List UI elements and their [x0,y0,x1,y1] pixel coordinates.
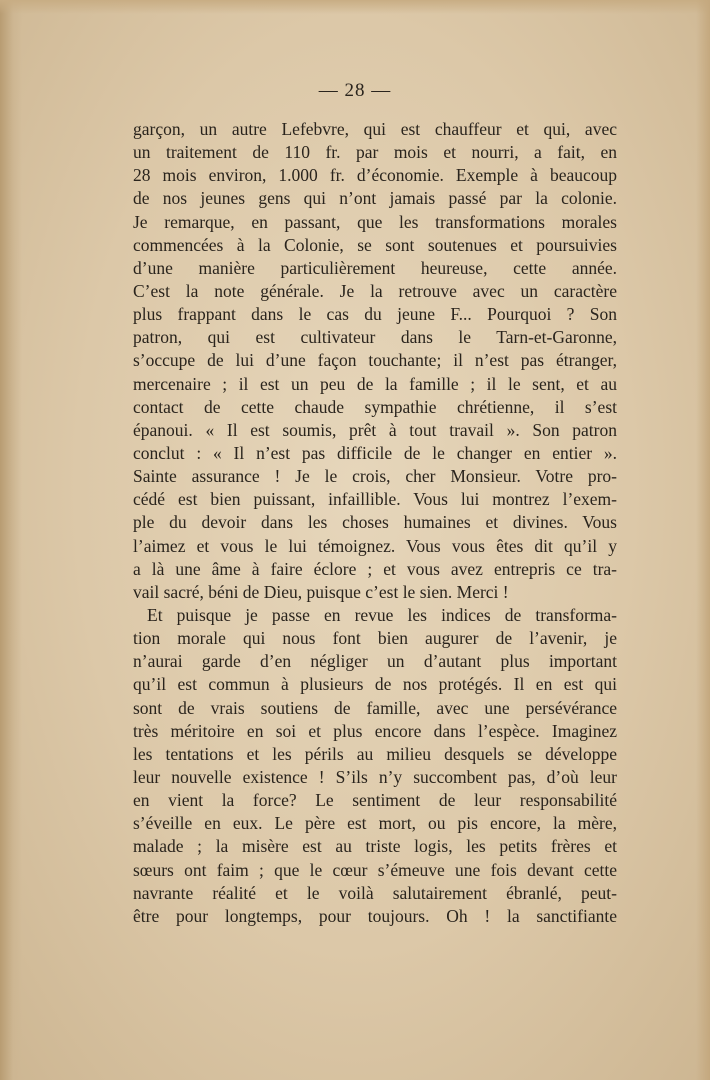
text-line: Et puisque je passe en revue les indices de transforma- [147,604,617,625]
text-line: leur nouvelle existence ! S’ils n’y succombent pas, d’où leur [133,766,617,787]
text-line: contact de cette chaude sympathie chrétienne, il s’est [133,396,617,417]
text-line: d’une manière particulièrement heureuse, cette année. [133,257,617,278]
text-line: a là une âme à faire éclore ; et vous avez entrepris ce tra- [133,558,617,579]
text-line: navrante réalité et le voilà salutairement ébranlé, peut- [133,882,617,903]
text-line: patron, qui est cultivateur dans le Tarn-et-Garonne, [133,327,617,348]
body-text [133,118,617,928]
text-line: mercenaire ; il est un peu de la famille ; il le sent, et au [133,373,617,394]
text-line: l’aimez et vous le lui témoignez. Vous vous êtes dit qu’il y [133,535,617,556]
text-line: épanoui. « Il est soumis, prêt à tout travail ». Son patron [133,419,617,440]
page-edge-top [0,0,710,14]
text-line: plus frappant dans le cas du jeune F... Pourquoi ? Son [133,304,617,325]
text-line: sœurs ont faim ; que le cœur s’émeuve une fois devant cette [133,859,617,880]
text-line: ple du devoir dans les choses humaines et divines. Vous [133,512,617,533]
text-line: Je remarque, en passant, que les transformations morales [133,211,617,232]
page-number: — 28 — [318,80,392,101]
text-line: conclut : « Il n’est pas difficile de le changer en entier ». [133,442,617,463]
text-line: commencées à la Colonie, se sont soutenues et poursuivies [133,234,617,255]
text-line: en vient la force? Le sentiment de leur responsabilité [133,790,617,811]
text-line: C’est la note générale. Je la retrouve avec un caractère [133,280,617,301]
text-line: un traitement de 110 fr. par mois et nourri, a fait, en [133,142,617,163]
text-line: n’aurai garde d’en négliger un d’autant plus important [133,651,617,672]
text-line: tion morale qui nous font bien augurer de l’avenir, je [133,628,617,649]
text-line: s’éveille en eux. Le père est mort, ou pis encore, la mère, [133,813,617,834]
page-edge-left [0,0,22,1080]
text-line: garçon, un autre Lefebvre, qui est chauffeur et qui, avec [133,119,617,139]
text-line: de nos jeunes gens qui n’ont jamais passé par la colonie. [133,188,617,209]
text-line: les tentations et les périls au milieu desquels se développe [133,743,617,764]
text-line: très méritoire en soi et plus encore dans l’espèce. Imaginez [133,720,617,741]
text-line: être pour longtemps, pour toujours. Oh ! la sanctifiante [133,905,617,926]
text-line: Sainte assurance ! Je le crois, cher Monsieur. Votre pro- [133,466,617,487]
text-line: sont de vrais soutiens de famille, avec une persévérance [133,697,617,718]
page-edge-right [696,0,710,1080]
text-line: s’occupe de lui d’une façon touchante; il n’est pas étranger, [133,350,617,371]
text-line: vail sacré, béni de Dieu, puisque c’est le sien. Merci ! [133,581,509,602]
text-line: qu’il est commun à plusieurs de nos protégés. Il en est qui [133,674,617,695]
text-line: malade ; la misère est au triste logis, les petits frères et [133,836,617,857]
text-line: cédé est bien puissant, infaillible. Vous lui montrez l’exem- [133,489,617,510]
text-line: 28 mois environ, 1.000 fr. d’économie. Exemple à beaucoup [133,165,617,186]
